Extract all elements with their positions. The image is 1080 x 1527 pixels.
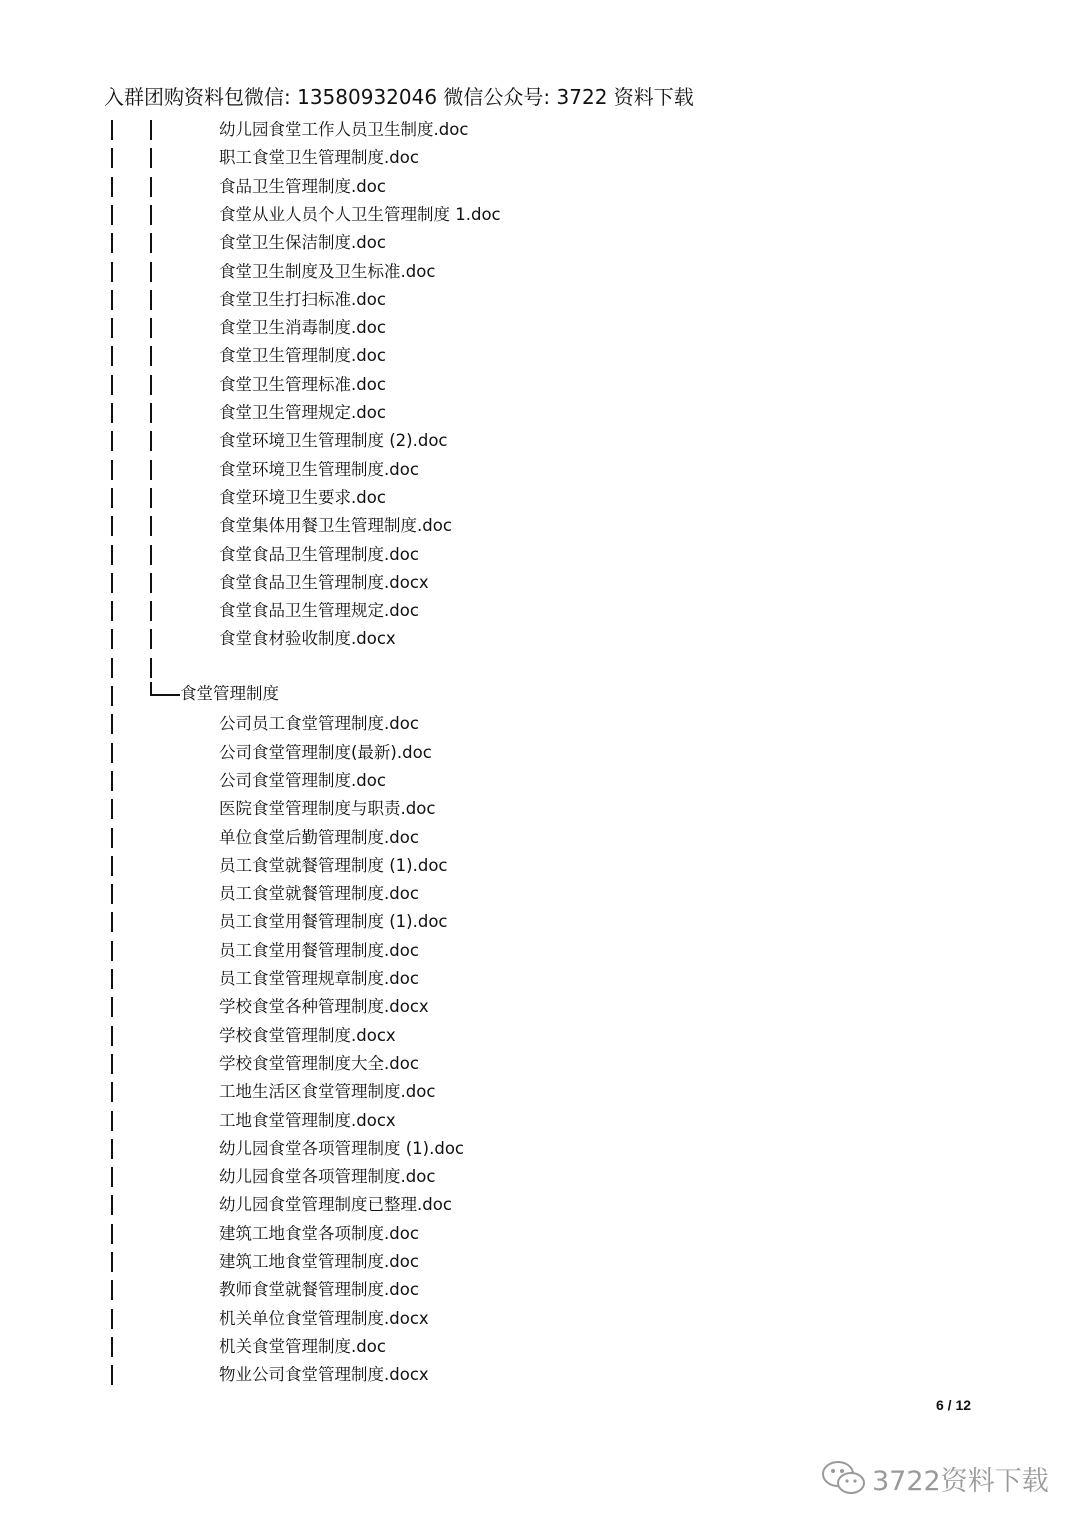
tree-line [111, 1309, 113, 1329]
tree-line [111, 771, 113, 791]
tree-row [0, 371, 1080, 399]
tree-row [0, 1276, 1080, 1304]
tree-row [0, 1333, 1080, 1361]
file-name: 学校食堂管理制度大全.doc [219, 1053, 419, 1073]
tree-line [111, 431, 113, 451]
tree-line [150, 460, 152, 480]
tree-line [150, 601, 152, 621]
file-name: 工地生活区食堂管理制度.doc [219, 1082, 436, 1102]
tree-line [111, 1195, 113, 1215]
tree-line [111, 460, 113, 480]
tree-line [150, 573, 152, 593]
tree-branch-line [150, 694, 180, 696]
tree-line [111, 997, 113, 1017]
file-name: 食堂卫生打扫标准.doc [219, 289, 386, 309]
tree-row [0, 1107, 1080, 1135]
tree-row [0, 456, 1080, 484]
tree-row [0, 116, 1080, 144]
file-name: 食堂环境卫生要求.doc [219, 487, 386, 507]
tree-row [0, 1191, 1080, 1219]
tree-line [111, 1054, 113, 1074]
tree-line [111, 120, 113, 140]
tree-line [111, 1337, 113, 1357]
tree-line [111, 658, 113, 678]
file-name: 幼儿园食堂管理制度已整理.doc [219, 1195, 452, 1215]
tree-line [150, 120, 152, 140]
tree-row [0, 625, 1080, 653]
tree-line [111, 516, 113, 536]
tree-row [0, 541, 1080, 569]
tree-row [0, 597, 1080, 625]
tree-line [111, 375, 113, 395]
file-name: 幼儿园食堂各项管理制度 (1).doc [219, 1138, 465, 1158]
tree-line [111, 1111, 113, 1131]
file-name: 建筑工地食堂管理制度.doc [219, 1252, 419, 1271]
tree-line [111, 1139, 113, 1159]
tree-row [0, 710, 1080, 738]
tree-line [150, 205, 152, 225]
tree-line [111, 884, 113, 904]
file-name: 公司食堂管理制度.doc [219, 770, 386, 790]
file-name: 食堂卫生管理制度.doc [219, 346, 386, 366]
tree-line [111, 262, 113, 282]
tree-row [0, 880, 1080, 908]
tree-row [0, 767, 1080, 795]
tree-line [150, 290, 152, 310]
file-name: 食堂卫生管理规定.doc [219, 403, 386, 422]
tree-row [0, 286, 1080, 314]
tree-row [0, 342, 1080, 370]
tree-row [0, 824, 1080, 852]
tree-row [0, 512, 1080, 540]
tree-line [150, 233, 152, 253]
tree-line [111, 403, 113, 423]
folder-name: 食堂管理制度 [180, 684, 279, 703]
file-name: 食堂卫生管理标准.doc [219, 374, 386, 394]
page-header: 入群团购资料包微信: 13580932046 微信公众号: 3722 资料下载 [104, 85, 694, 109]
tree-line [111, 1082, 113, 1102]
file-name: 食品卫生管理制度.doc [219, 176, 386, 196]
tree-line [111, 912, 113, 932]
tree-row [0, 1163, 1080, 1191]
tree-line [111, 346, 113, 366]
tree-line [111, 573, 113, 593]
file-name: 食堂食材验收制度.docx [219, 629, 396, 649]
tree-line [111, 1252, 113, 1272]
tree-line [111, 545, 113, 565]
file-name: 食堂环境卫生管理制度.doc [219, 459, 419, 479]
file-name: 食堂卫生制度及卫生标准.doc [219, 261, 436, 281]
tree-line [150, 629, 152, 649]
tree-line [111, 1224, 113, 1244]
file-name: 公司员工食堂管理制度.doc [219, 714, 419, 734]
tree-row [0, 852, 1080, 880]
tree-line [150, 375, 152, 395]
file-name: 职工食堂卫生管理制度.doc [219, 148, 419, 168]
tree-line [111, 714, 113, 734]
tree-line [111, 1365, 113, 1385]
file-name: 公司食堂管理制度(最新).doc [219, 742, 432, 762]
tree-row [0, 739, 1080, 767]
tree-line [150, 403, 152, 423]
tree-line [111, 148, 113, 168]
tree-line [111, 941, 113, 961]
tree-line [111, 318, 113, 338]
tree-row [0, 427, 1080, 455]
file-name: 物业公司食堂管理制度.docx [219, 1365, 429, 1385]
wechat-icon [820, 1458, 868, 1498]
tree-line [111, 290, 113, 310]
tree-row [0, 965, 1080, 993]
tree-line [111, 629, 113, 649]
file-name: 机关食堂管理制度.doc [219, 1336, 386, 1356]
file-name: 幼儿园食堂各项管理制度.doc [219, 1167, 436, 1187]
file-name: 食堂食品卫生管理制度.docx [219, 572, 429, 592]
file-name: 员工食堂就餐管理制度 (1).doc [219, 855, 448, 875]
file-name: 员工食堂就餐管理制度.doc [219, 884, 419, 904]
file-name: 食堂食品卫生管理规定.doc [219, 601, 419, 621]
file-name: 医院食堂管理制度与职责.doc [219, 799, 436, 819]
file-name: 员工食堂用餐管理制度.doc [219, 940, 419, 960]
tree-line [111, 686, 113, 706]
file-name: 机关单位食堂管理制度.docx [219, 1308, 429, 1328]
file-name: 食堂环境卫生管理制度 (2).doc [219, 431, 448, 451]
file-name: 食堂卫生保洁制度.doc [219, 233, 386, 253]
file-name: 学校食堂管理制度.docx [219, 1025, 396, 1045]
tree-line [150, 148, 152, 168]
file-name: 教师食堂就餐管理制度.doc [219, 1280, 419, 1300]
tree-row [0, 173, 1080, 201]
tree-row [0, 484, 1080, 512]
tree-row [0, 1220, 1080, 1248]
tree-row [0, 795, 1080, 823]
tree-line [111, 205, 113, 225]
tree-row [0, 144, 1080, 172]
tree-line [111, 177, 113, 197]
watermark [820, 1458, 1049, 1498]
tree-line [150, 262, 152, 282]
file-name: 幼儿园食堂工作人员卫生制度.doc [219, 120, 469, 139]
tree-line [111, 1026, 113, 1046]
tree-row [0, 937, 1080, 965]
file-name: 食堂卫生消毒制度.doc [219, 318, 386, 338]
file-name: 员工食堂用餐管理制度 (1).doc [219, 912, 448, 932]
file-name: 学校食堂各种管理制度.docx [219, 997, 429, 1017]
tree-line [150, 488, 152, 508]
tree-line [111, 969, 113, 989]
file-name: 员工食堂管理规章制度.doc [219, 969, 419, 988]
tree-line [111, 743, 113, 763]
tree-row [0, 682, 1080, 710]
tree-line [111, 856, 113, 876]
page-number: 6 / 12 [936, 1397, 972, 1413]
file-name: 单位食堂后勤管理制度.doc [219, 827, 419, 847]
tree-line [111, 233, 113, 253]
tree-line [111, 601, 113, 621]
tree-row [0, 569, 1080, 597]
tree-row [0, 1050, 1080, 1078]
tree-row [0, 1248, 1080, 1276]
tree-line [150, 516, 152, 536]
tree-line [111, 799, 113, 819]
file-name: 工地食堂管理制度.docx [219, 1110, 396, 1130]
watermark-text: 3722资料下载 [872, 1465, 1049, 1497]
file-name: 建筑工地食堂各项制度.doc [219, 1223, 419, 1243]
tree-line [150, 177, 152, 197]
tree-line [111, 828, 113, 848]
tree-row [0, 1135, 1080, 1163]
tree-row [0, 1305, 1080, 1333]
tree-line [111, 1167, 113, 1187]
file-name: 食堂集体用餐卫生管理制度.doc [219, 516, 452, 536]
tree-line [111, 488, 113, 508]
tree-row [0, 993, 1080, 1021]
file-name: 食堂食品卫生管理制度.doc [219, 544, 419, 564]
tree-row [0, 258, 1080, 286]
tree-row [0, 1361, 1080, 1389]
tree-row [0, 654, 1080, 682]
file-name: 食堂从业人员个人卫生管理制度 1.doc [219, 204, 501, 224]
tree-row [0, 201, 1080, 229]
tree-line [111, 1280, 113, 1300]
tree-row [0, 1022, 1080, 1050]
tree-row [0, 399, 1080, 427]
tree-row [0, 908, 1080, 936]
tree-line [150, 545, 152, 565]
tree-line [150, 658, 152, 678]
tree-row [0, 314, 1080, 342]
tree-row [0, 1078, 1080, 1106]
tree-line [150, 346, 152, 366]
tree-line [150, 431, 152, 451]
tree-row [0, 229, 1080, 257]
tree-line [150, 318, 152, 338]
